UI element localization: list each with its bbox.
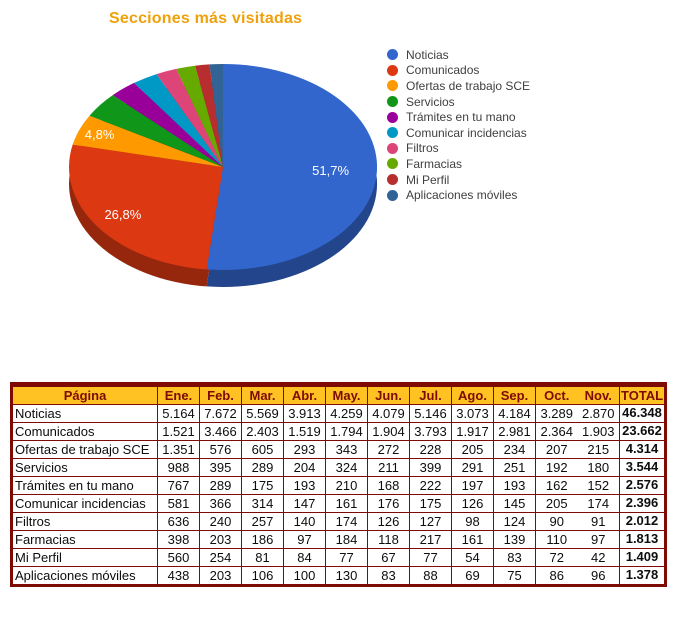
value-cell: 192 <box>536 459 578 477</box>
total-cell: 1.409 <box>620 549 666 567</box>
value-cell: 90 <box>536 513 578 531</box>
value-cell: 1.351 <box>158 441 200 459</box>
legend-label: Filtros <box>406 141 439 156</box>
row-label-cell: Trámites en tu mano <box>12 477 158 495</box>
value-cell: 83 <box>368 567 410 586</box>
value-cell: 175 <box>242 477 284 495</box>
table-row <box>12 567 666 586</box>
legend-label: Comunicados <box>406 63 480 78</box>
value-cell: 69 <box>452 567 494 586</box>
value-cell: 257 <box>242 513 284 531</box>
value-cell: 272 <box>368 441 410 459</box>
pie-slice-label: 51,7% <box>312 162 350 178</box>
value-cell: 217 <box>410 531 452 549</box>
value-cell: 4.079 <box>368 405 410 423</box>
column-header: Jul. <box>410 385 452 405</box>
legend-color-dot <box>387 65 398 76</box>
legend-item <box>387 156 530 172</box>
value-cell: 204 <box>284 459 326 477</box>
value-cell: 291 <box>452 459 494 477</box>
row-label-cell: Aplicaciones móviles <box>12 567 158 586</box>
value-cell: 88 <box>410 567 452 586</box>
value-cell: 81 <box>242 549 284 567</box>
column-header: Abr. <box>284 385 326 405</box>
value-cell: 314 <box>242 495 284 513</box>
value-cell: 234 <box>494 441 536 459</box>
table-row <box>12 459 666 477</box>
value-cell: 98 <box>452 513 494 531</box>
value-cell: 581 <box>158 495 200 513</box>
table-row <box>12 513 666 531</box>
value-cell: 395 <box>200 459 242 477</box>
value-cell: 1.903 <box>578 423 620 441</box>
value-cell: 186 <box>242 531 284 549</box>
value-cell: 211 <box>368 459 410 477</box>
row-label-cell: Mi Perfil <box>12 549 158 567</box>
total-cell: 23.662 <box>620 423 666 441</box>
column-header: Mar. <box>242 385 284 405</box>
value-cell: 5.569 <box>242 405 284 423</box>
value-cell: 254 <box>200 549 242 567</box>
chart-title: Secciones más visitadas <box>109 10 303 27</box>
value-cell: 560 <box>158 549 200 567</box>
chart-legend <box>387 47 530 203</box>
value-cell: 86 <box>536 567 578 586</box>
value-cell: 97 <box>578 531 620 549</box>
value-cell: 293 <box>284 441 326 459</box>
value-cell: 130 <box>326 567 368 586</box>
value-cell: 42 <box>578 549 620 567</box>
column-header: Sep. <box>494 385 536 405</box>
value-cell: 1.794 <box>326 423 368 441</box>
value-cell: 100 <box>284 567 326 586</box>
column-header: Página <box>12 385 158 405</box>
value-cell: 289 <box>200 477 242 495</box>
value-cell: 174 <box>578 495 620 513</box>
value-cell: 767 <box>158 477 200 495</box>
value-cell: 126 <box>368 513 410 531</box>
value-cell: 2.403 <box>242 423 284 441</box>
column-header: Ago. <box>452 385 494 405</box>
legend-label: Trámites en tu mano <box>406 110 516 125</box>
total-cell: 1.813 <box>620 531 666 549</box>
value-cell: 77 <box>410 549 452 567</box>
legend-item <box>387 109 530 125</box>
value-cell: 124 <box>494 513 536 531</box>
value-cell: 205 <box>452 441 494 459</box>
value-cell: 145 <box>494 495 536 513</box>
value-cell: 4.184 <box>494 405 536 423</box>
value-cell: 106 <box>242 567 284 586</box>
value-cell: 176 <box>368 495 410 513</box>
value-cell: 4.259 <box>326 405 368 423</box>
value-cell: 210 <box>326 477 368 495</box>
value-cell: 605 <box>242 441 284 459</box>
legend-color-dot <box>387 127 398 138</box>
table-row <box>12 441 666 459</box>
value-cell: 3.793 <box>410 423 452 441</box>
value-cell: 203 <box>200 531 242 549</box>
value-cell: 399 <box>410 459 452 477</box>
value-cell: 636 <box>158 513 200 531</box>
row-label-cell: Ofertas de trabajo SCE <box>12 441 158 459</box>
value-cell: 289 <box>242 459 284 477</box>
value-cell: 54 <box>452 549 494 567</box>
table-row <box>12 405 666 423</box>
value-cell: 193 <box>284 477 326 495</box>
legend-label: Servicios <box>406 94 455 109</box>
row-label-cell: Servicios <box>12 459 158 477</box>
value-cell: 576 <box>200 441 242 459</box>
legend-color-dot <box>387 143 398 154</box>
legend-label: Mi Perfil <box>406 172 450 187</box>
value-cell: 126 <box>452 495 494 513</box>
value-cell: 161 <box>452 531 494 549</box>
value-cell: 398 <box>158 531 200 549</box>
value-cell: 5.146 <box>410 405 452 423</box>
legend-label: Aplicaciones móviles <box>406 188 518 203</box>
value-cell: 205 <box>536 495 578 513</box>
pie-chart <box>38 40 408 300</box>
legend-label: Ofertas de trabajo SCE <box>406 78 531 93</box>
value-cell: 1.519 <box>284 423 326 441</box>
legend-item <box>387 125 530 141</box>
value-cell: 222 <box>410 477 452 495</box>
total-cell: 2.012 <box>620 513 666 531</box>
value-cell: 438 <box>158 567 200 586</box>
value-cell: 1.904 <box>368 423 410 441</box>
value-cell: 2.870 <box>578 405 620 423</box>
value-cell: 1.917 <box>452 423 494 441</box>
visits-table <box>10 382 667 587</box>
table-row <box>12 549 666 567</box>
value-cell: 366 <box>200 495 242 513</box>
value-cell: 161 <box>326 495 368 513</box>
total-cell: 1.378 <box>620 567 666 586</box>
column-header: May. <box>326 385 368 405</box>
column-header: Nov. <box>578 385 620 405</box>
legend-item <box>387 141 530 157</box>
header-row <box>12 385 666 405</box>
legend-item <box>387 63 530 79</box>
value-cell: 147 <box>284 495 326 513</box>
total-cell: 4.314 <box>620 441 666 459</box>
value-cell: 240 <box>200 513 242 531</box>
legend-item <box>387 47 530 63</box>
column-header: TOTAL <box>620 385 666 405</box>
value-cell: 7.672 <box>200 405 242 423</box>
pie-slice-label: 4,8% <box>84 126 115 142</box>
value-cell: 2.364 <box>536 423 578 441</box>
legend-label: Farmacias <box>406 156 463 171</box>
legend-color-dot <box>387 112 398 123</box>
row-label-cell: Comunicados <box>12 423 158 441</box>
value-cell: 207 <box>536 441 578 459</box>
table-row <box>12 531 666 549</box>
value-cell: 83 <box>494 549 536 567</box>
legend-item <box>387 187 530 203</box>
table-row <box>12 423 666 441</box>
value-cell: 174 <box>326 513 368 531</box>
legend-color-dot <box>387 49 398 60</box>
value-cell: 203 <box>200 567 242 586</box>
value-cell: 193 <box>494 477 536 495</box>
value-cell: 180 <box>578 459 620 477</box>
total-cell: 2.396 <box>620 495 666 513</box>
value-cell: 184 <box>326 531 368 549</box>
value-cell: 97 <box>284 531 326 549</box>
legend-label: Comunicar incidencias <box>406 125 527 140</box>
legend-color-dot <box>387 158 398 169</box>
total-cell: 3.544 <box>620 459 666 477</box>
value-cell: 84 <box>284 549 326 567</box>
row-label-cell: Farmacias <box>12 531 158 549</box>
value-cell: 175 <box>410 495 452 513</box>
value-cell: 96 <box>578 567 620 586</box>
value-cell: 3.466 <box>200 423 242 441</box>
value-cell: 118 <box>368 531 410 549</box>
value-cell: 162 <box>536 477 578 495</box>
value-cell: 168 <box>368 477 410 495</box>
value-cell: 228 <box>410 441 452 459</box>
value-cell: 215 <box>578 441 620 459</box>
value-cell: 3.289 <box>536 405 578 423</box>
value-cell: 988 <box>158 459 200 477</box>
value-cell: 152 <box>578 477 620 495</box>
column-header: Feb. <box>200 385 242 405</box>
value-cell: 140 <box>284 513 326 531</box>
value-cell: 91 <box>578 513 620 531</box>
value-cell: 197 <box>452 477 494 495</box>
table-row <box>12 495 666 513</box>
value-cell: 251 <box>494 459 536 477</box>
column-header: Oct. <box>536 385 578 405</box>
value-cell: 343 <box>326 441 368 459</box>
legend-item <box>387 78 530 94</box>
column-header: Jun. <box>368 385 410 405</box>
legend-color-dot <box>387 96 398 107</box>
row-label-cell: Noticias <box>12 405 158 423</box>
table-row <box>12 477 666 495</box>
value-cell: 110 <box>536 531 578 549</box>
legend-color-dot <box>387 190 398 201</box>
legend-item <box>387 172 530 188</box>
value-cell: 72 <box>536 549 578 567</box>
value-cell: 1.521 <box>158 423 200 441</box>
value-cell: 75 <box>494 567 536 586</box>
row-label-cell: Comunicar incidencias <box>12 495 158 513</box>
value-cell: 139 <box>494 531 536 549</box>
row-label-cell: Filtros <box>12 513 158 531</box>
legend-label: Noticias <box>406 47 449 62</box>
value-cell: 5.164 <box>158 405 200 423</box>
value-cell: 324 <box>326 459 368 477</box>
total-cell: 2.576 <box>620 477 666 495</box>
value-cell: 77 <box>326 549 368 567</box>
value-cell: 127 <box>410 513 452 531</box>
value-cell: 3.073 <box>452 405 494 423</box>
value-cell: 2.981 <box>494 423 536 441</box>
total-cell: 46.348 <box>620 405 666 423</box>
legend-color-dot <box>387 80 398 91</box>
value-cell: 3.913 <box>284 405 326 423</box>
legend-color-dot <box>387 174 398 185</box>
legend-item <box>387 94 530 110</box>
value-cell: 67 <box>368 549 410 567</box>
column-header: Ene. <box>158 385 200 405</box>
pie-slice-label: 26,8% <box>104 207 142 222</box>
